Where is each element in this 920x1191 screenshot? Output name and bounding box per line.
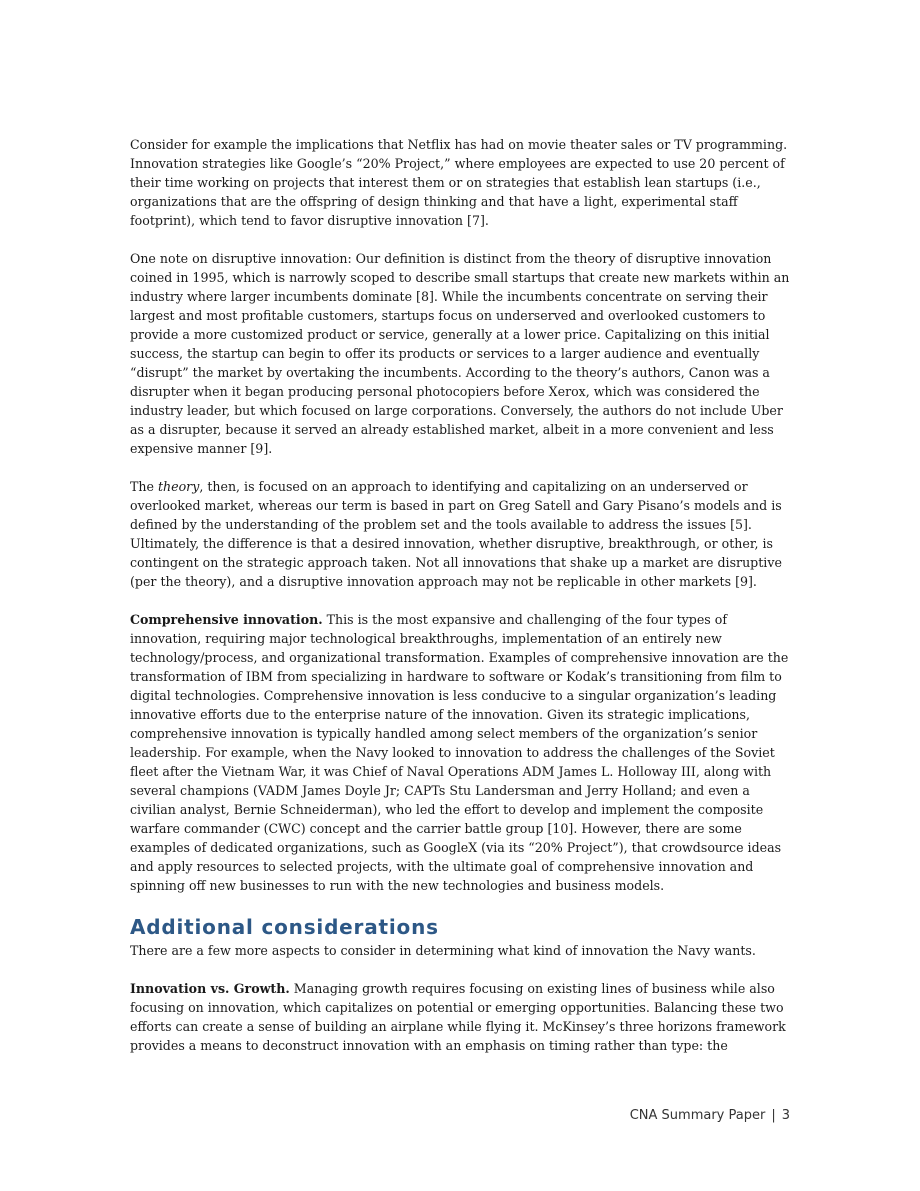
innovation-vs-growth-text: Managing growth requires focusing on existing lines of business while also focusing on innovation, which capitalizes on potential or emerging opportunities. Balancing these two efforts can create a sense of building an airplane while flying it. McKinsey’s three horizons framework provides a means to deconstruct innovation with an emphasis on timing rather than type: the bbox=[130, 981, 786, 1053]
paragraph-comprehensive-innovation bbox=[130, 610, 790, 895]
paragraph-disruptive-note: One note on disruptive innovation: Our definition is distinct from the theory of disruptive innovation coined in 1995, which is narrowly scoped to describe small startups that create new markets within an industry where larger incumbents dominate [8]. While the incumbents concentrate on serving their largest and most profitable customers, startups focus on underserved and overlooked customers to provide a more customized product or service, generally at a lower price. Capitalizing on this initial success, the startup can begin to offer its products or services to a larger audience and eventually “disrupt” the market by overtaking the incumbents. According to the theory’s authors, Canon was a disrupter when it began producing personal photocopiers before Xerox, which was considered the industry leader, but which focused on large corporations. Conversely, the authors do not include Uber as a disrupter, because it served an already established market, albeit in a more convenient and less expensive manner [9]. bbox=[130, 251, 790, 456]
paragraph-theory bbox=[130, 477, 790, 591]
footer-label: CNA Summary Paper bbox=[629, 1108, 766, 1123]
paragraph-theory-text: , then, is focused on an approach to identifying and capitalizing on an underserved or overlooked market, whereas our term is based in part on Greg Satell and Gary Pisano’s models and is defined by the understanding of the problem set and the tools available to address the issues [5]. Ultimately, the difference is that a desired innovation, whether disruptive, breakthrough, or other, is contingent on the strategic approach taken. Not all innovations that shake up a market are disruptive (per the theory), and a disruptive innovation approach may not be replicable in other markets [9]. bbox=[130, 479, 782, 589]
paragraph-considerations-intro: There are a few more aspects to consider in determining what kind of innovation the Navy wants. bbox=[130, 943, 756, 958]
section-heading: Additional considerations bbox=[130, 915, 439, 939]
comprehensive-innovation-lead: Comprehensive innovation. bbox=[130, 612, 323, 627]
innovation-vs-growth-lead: Innovation vs. Growth. bbox=[130, 981, 290, 996]
comprehensive-innovation-text: This is the most expansive and challenging of the four types of innovation, requiring major technological breakthroughs, implementation of an entirely new technology/process, and organizational transformation. Examples of comprehensive innovation are the transformation of IBM from specializing in hardware to software or Kodak’s transitioning from film to digital technologies. Comprehensive innovation is less conducive to a singular organization’s leading innovative efforts due to the enterprise nature of the innovation. Given its strategic implications, comprehensive innovation is typically handled among select members of the organization’s senior leadership. For example, when the Navy looked to innovation to address the challenges of the Soviet fleet after the Vietnam War, it was Chief of Naval Operations ADM James L. Holloway III, along with several champions (VADM James Doyle Jr; CAPTs Stu Landersman and Jerry Holland; and even a civilian analyst, Bernie Schneiderman), who led the effort to develop and implement the composite warfare commander (CWC) concept and the carrier battle group [10]. However, there are some examples of dedicated organizations, such as GoogleX (via its “20% Project”), that crowdsource ideas and apply resources to selected projects, with the ultimate goal of comprehensive innovation and spinning off new businesses to run with the new technologies and business models. bbox=[130, 612, 789, 893]
page-footer bbox=[630, 1108, 790, 1123]
document-body bbox=[130, 135, 790, 1074]
paragraph-netflix: Consider for example the implications that Netflix has had on movie theater sales or TV programming. Innovation strategies like Google’s “20% Project,” where employees are expected to use 20 percent of their time working on projects that interest them or on strategies that establish lean startups (i.e., organizations that are the offspring of design thinking and that have a light, experimental staff footprint), which tend to favor disruptive innovation [7]. bbox=[130, 137, 788, 228]
paragraph-theory-intro: The bbox=[130, 479, 158, 494]
paragraph-innovation-vs-growth bbox=[130, 979, 790, 1055]
footer-separator: | bbox=[771, 1108, 776, 1123]
page-number: 3 bbox=[781, 1108, 790, 1123]
theory-emphasis: theory bbox=[157, 479, 200, 494]
